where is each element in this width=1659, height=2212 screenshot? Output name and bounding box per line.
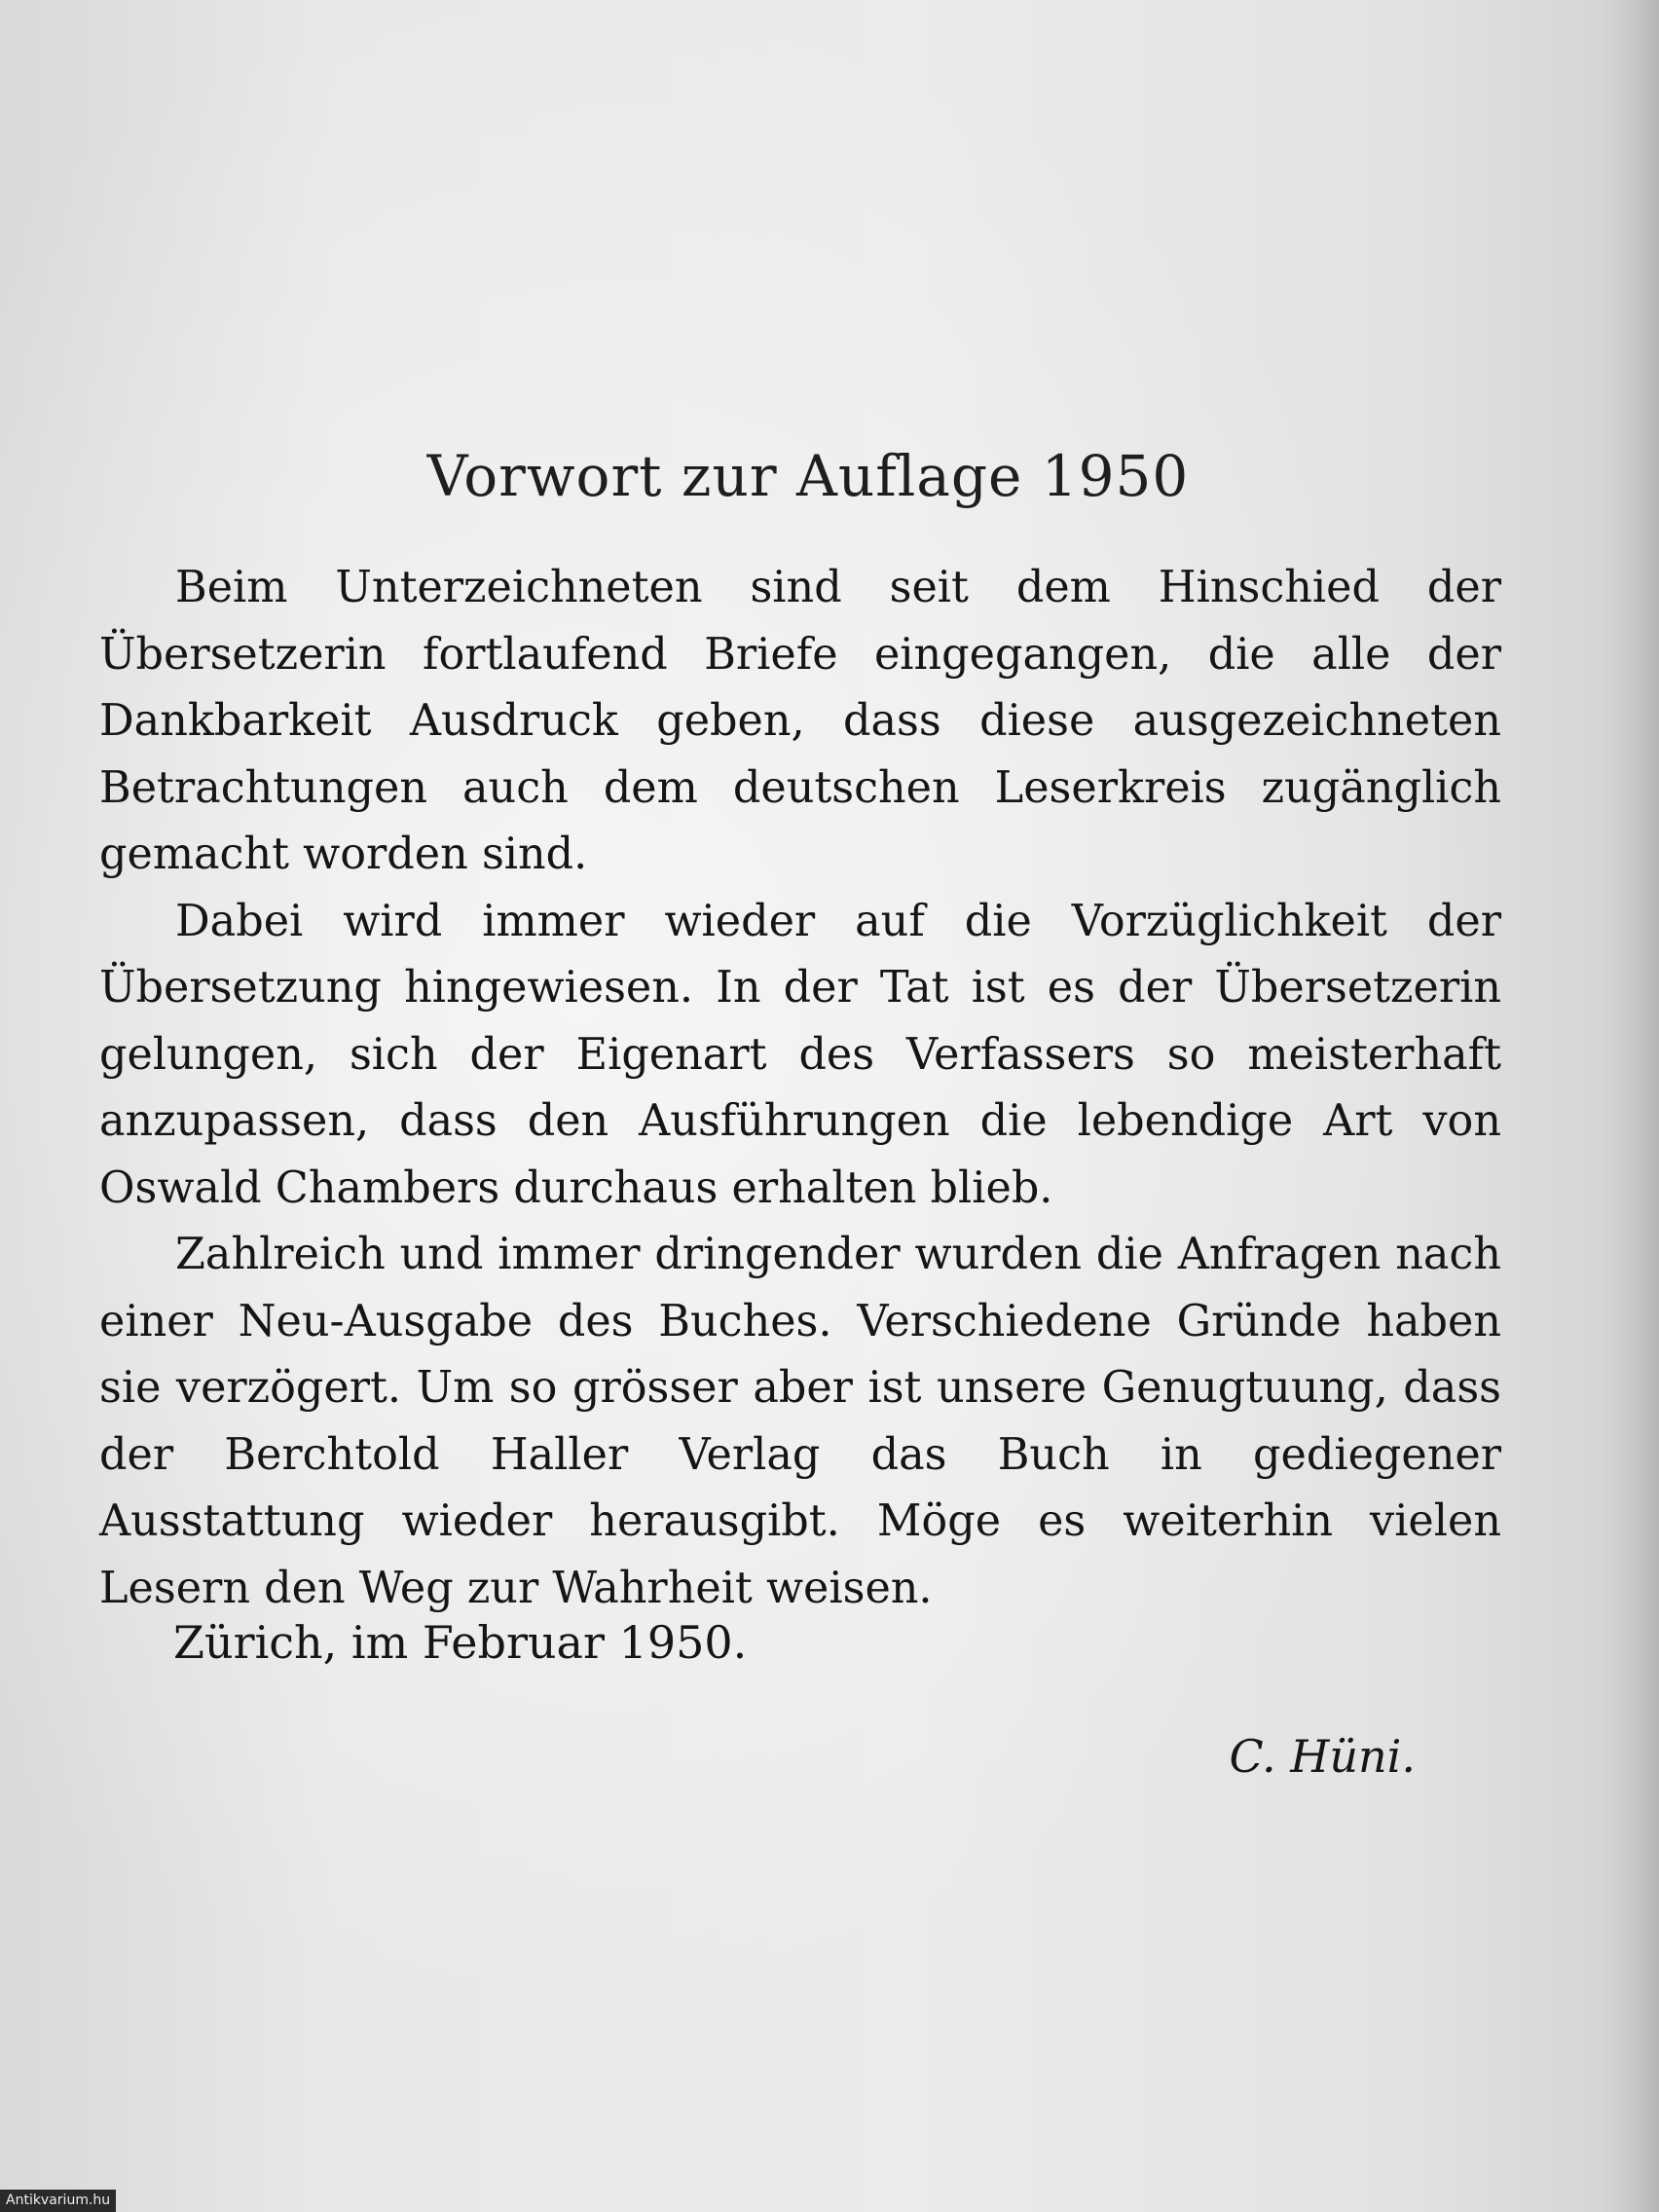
preface-body	[99, 555, 1501, 1622]
watermark: Antikvarium.hu	[0, 2190, 116, 2212]
signature: C. Hüni.	[1229, 1730, 1416, 1783]
page-edge-shadow	[1601, 0, 1659, 2212]
paragraph-1: Beim Unterzeichneten sind seit dem Hinschied der Übersetzerin fortlaufend Briefe eingegangen, die alle der Dankbarkeit Ausdruck geben, dass diese ausgezeichneten Betrachtungen auch dem deutschen Leserkreis zugänglich gemacht worden sind.	[99, 563, 1501, 879]
paragraph-3: Zahlreich und immer dringender wurden die Anfragen nach einer Neu-Ausgabe des Buches. Verschiedene Gründe haben sie verzögert. Um so grösser aber ist unsere Genugtuung, dass der Berchtold Haller Verlag das Buch in gediegener Ausstattung wieder herausgibt. Möge es weiterhin vielen Lesern den Weg zur Wahrheit weisen.	[99, 1230, 1501, 1613]
place-and-date: Zürich, im Februar 1950.	[173, 1616, 748, 1669]
paragraph-2: Dabei wird immer wieder auf die Vorzüglichkeit der Übersetzung hingewiesen. In der Tat ist es der Übersetzerin gelungen, sich der Eigenart des Verfassers so meisterhaft anzupassen, dass den Ausführungen die lebendige Art von Oswald Chambers durchaus erhalten blieb.	[99, 896, 1501, 1213]
page-title: Vorwort zur Auflage 1950	[426, 443, 1190, 509]
